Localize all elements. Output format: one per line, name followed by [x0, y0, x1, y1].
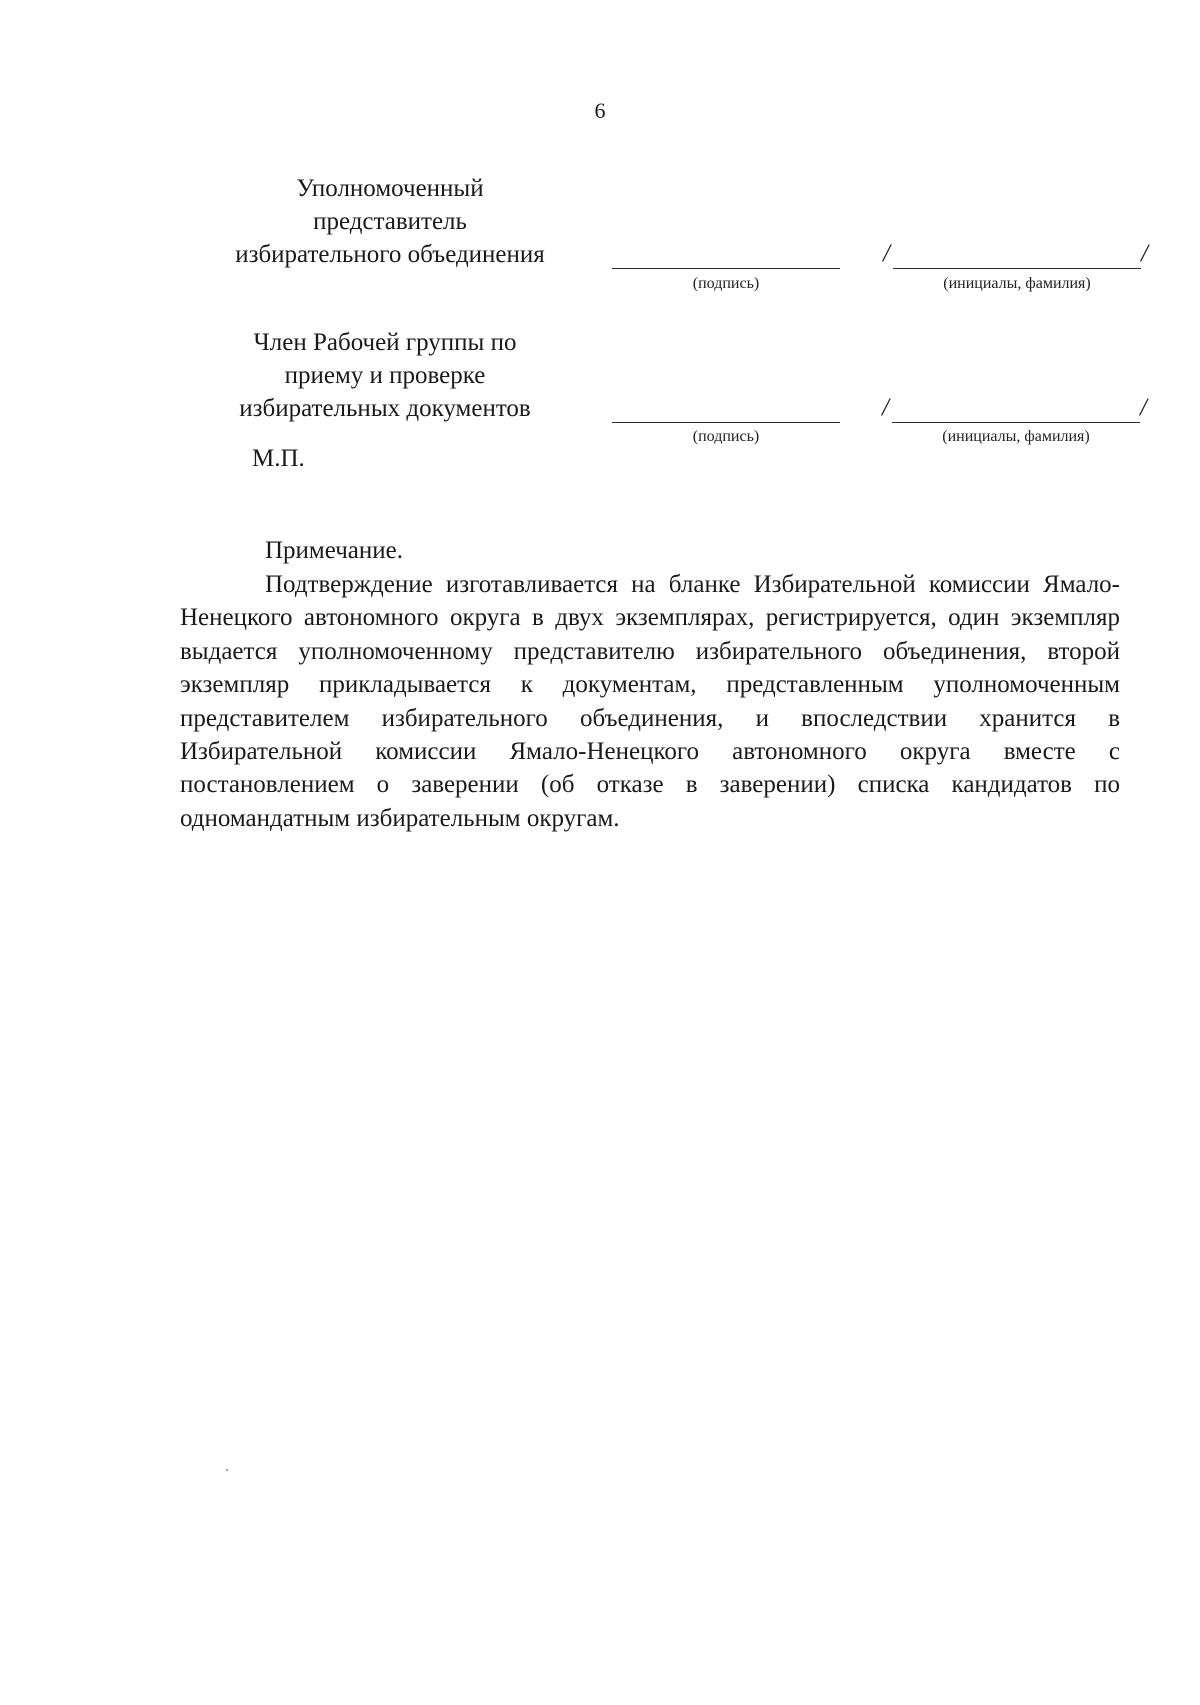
- signature-role: [200, 172, 580, 271]
- slash-close: /: [1140, 394, 1147, 421]
- signature-caption: (подпись): [692, 275, 760, 292]
- scan-speck: [226, 1469, 228, 1471]
- name-line: [892, 422, 1140, 423]
- slash-open: /: [882, 394, 889, 421]
- signature-caption: (подпись): [692, 428, 760, 445]
- name-line: [893, 268, 1141, 269]
- slash-open: /: [883, 240, 890, 267]
- signature-role: [195, 326, 575, 425]
- page-number: 6: [594, 98, 606, 123]
- signature-role-line: Уполномоченный: [296, 175, 484, 202]
- signature-role-line: избирательных документов: [239, 395, 531, 422]
- signature-role-line: приему и проверке: [284, 362, 486, 389]
- signature-role-line: избирательного объединения: [235, 241, 545, 268]
- name-caption: (инициалы, фамилия): [942, 428, 1090, 445]
- note-body: Подтверждение изготавливается на бланке Избирательной комиссии Ямало-Ненецкого автономного округа в двух экземплярах, регистрируется, один экземпляр выдается уполномоченному представителю избирательного объединения, второй экземпляр прикладывается к документам, представленным уполномоченным представителем избирательного объединения, и впоследствии хранится в Избирательной комиссии Ямало-Ненецкого автономного округа вместе с постановлением о заверении (об отказе в заверении) списка кандидатов по одномандатным избирательным округам.: [180, 571, 1120, 832]
- signature-role-line: Член Рабочей группы по: [253, 329, 517, 356]
- name-caption: (инициалы, фамилия): [943, 275, 1091, 292]
- signature-line: [612, 422, 840, 423]
- signature-line: [612, 268, 840, 269]
- slash-close: /: [1141, 240, 1148, 267]
- stamp-label: М.П.: [252, 445, 305, 472]
- note-heading: Примечание.: [265, 537, 404, 564]
- signature-role-line: представитель: [313, 208, 467, 235]
